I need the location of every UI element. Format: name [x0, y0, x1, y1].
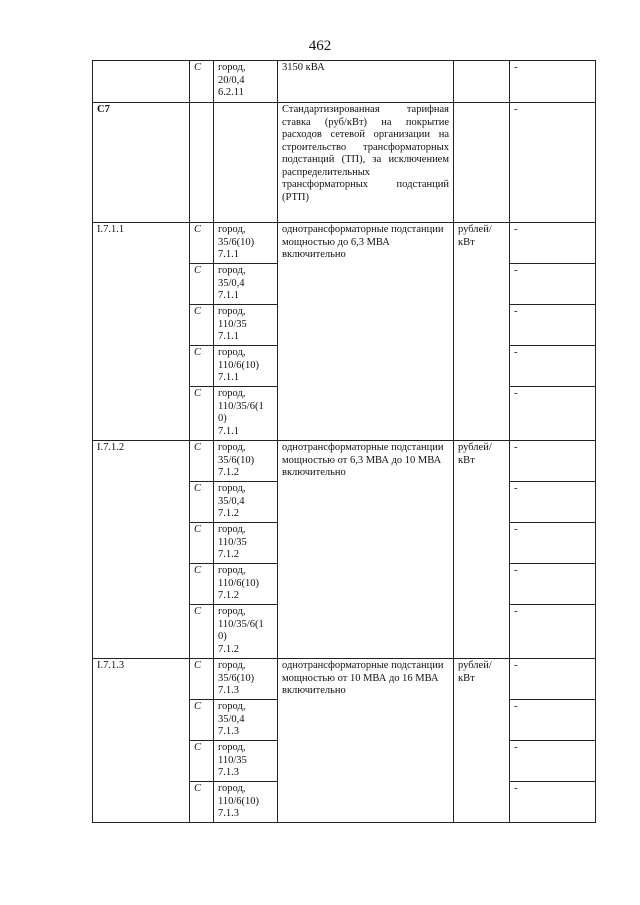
unit-cell	[454, 61, 510, 103]
letter-cell: С	[190, 523, 214, 564]
description-cell: однотрансформаторные подстанции мощностью от 6,3 МВА до 10 МВА включительно	[278, 441, 454, 659]
description-cell: однотрансформаторные подстанции мощностью от 10 МВА до 16 МВА включительно	[278, 659, 454, 823]
letter-cell: С	[190, 305, 214, 346]
location-cell: город, 110/6(10) 7.1.2	[214, 564, 278, 605]
location-cell: город, 20/0,4 6.2.11	[214, 61, 278, 103]
location-cell: город, 110/35 7.1.3	[214, 741, 278, 782]
location-cell: город, 35/6(10) 7.1.1	[214, 223, 278, 264]
value-cell: -	[510, 659, 596, 700]
letter-cell: С	[190, 564, 214, 605]
code-cell: I.7.1.2	[93, 441, 190, 659]
value-cell: -	[510, 346, 596, 387]
letter-cell: С	[190, 741, 214, 782]
table-row	[93, 103, 596, 223]
value-cell: -	[510, 700, 596, 741]
code-cell	[93, 61, 190, 103]
letter-cell: С	[190, 223, 214, 264]
letter-cell	[190, 103, 214, 223]
value-cell: -	[510, 103, 596, 223]
table-row	[93, 659, 596, 700]
unit-cell: рублей/ кВт	[454, 441, 510, 659]
description-cell: однотрансформаторные подстанции мощностью до 6,3 МВА включительно	[278, 223, 454, 441]
value-cell: -	[510, 605, 596, 659]
letter-cell: С	[190, 264, 214, 305]
location-cell: город, 110/35/6(1 0) 7.1.2	[214, 605, 278, 659]
location-cell: город, 110/6(10) 7.1.3	[214, 782, 278, 823]
location-cell: город, 35/6(10) 7.1.3	[214, 659, 278, 700]
value-cell: -	[510, 387, 596, 441]
code-cell: I.7.1.1	[93, 223, 190, 441]
value-cell: -	[510, 523, 596, 564]
letter-cell: С	[190, 659, 214, 700]
unit-cell	[454, 103, 510, 223]
table-row	[93, 61, 596, 103]
location-cell: город, 35/6(10) 7.1.2	[214, 441, 278, 482]
value-cell: -	[510, 61, 596, 103]
value-cell: -	[510, 305, 596, 346]
tariff-table	[92, 60, 596, 823]
unit-cell: рублей/ кВт	[454, 659, 510, 823]
value-cell: -	[510, 564, 596, 605]
value-cell: -	[510, 264, 596, 305]
code-cell: I.7.1.3	[93, 659, 190, 823]
location-cell: город, 35/0,4 7.1.3	[214, 700, 278, 741]
letter-cell: С	[190, 482, 214, 523]
letter-cell: С	[190, 346, 214, 387]
letter-cell: С	[190, 441, 214, 482]
table-row	[93, 223, 596, 264]
location-cell: город, 35/0,4 7.1.2	[214, 482, 278, 523]
letter-cell: С	[190, 61, 214, 103]
value-cell: -	[510, 741, 596, 782]
value-cell: -	[510, 223, 596, 264]
value-cell: -	[510, 482, 596, 523]
location-cell: город, 110/35 7.1.1	[214, 305, 278, 346]
code-cell: С7	[93, 103, 190, 223]
description-cell: Стандартизированная тарифная ставка (руб/кВт) на покрытие расходов сетевой организации на строительство трансформаторных подстанций (ТП), за исключением распределительных трансформаторных подстанций (РТП)	[278, 103, 454, 223]
letter-cell: С	[190, 605, 214, 659]
location-cell: город, 35/0,4 7.1.1	[214, 264, 278, 305]
letter-cell: С	[190, 782, 214, 823]
letter-cell: С	[190, 387, 214, 441]
location-cell: город, 110/35/6(1 0) 7.1.1	[214, 387, 278, 441]
letter-cell: С	[190, 700, 214, 741]
description-cell: 3150 кВА	[278, 61, 454, 103]
value-cell: -	[510, 782, 596, 823]
value-cell: -	[510, 441, 596, 482]
unit-cell: рублей/ кВт	[454, 223, 510, 441]
table-row	[93, 441, 596, 482]
page-number: 462	[308, 38, 332, 54]
location-cell	[214, 103, 278, 223]
location-cell: город, 110/6(10) 7.1.1	[214, 346, 278, 387]
location-cell: город, 110/35 7.1.2	[214, 523, 278, 564]
